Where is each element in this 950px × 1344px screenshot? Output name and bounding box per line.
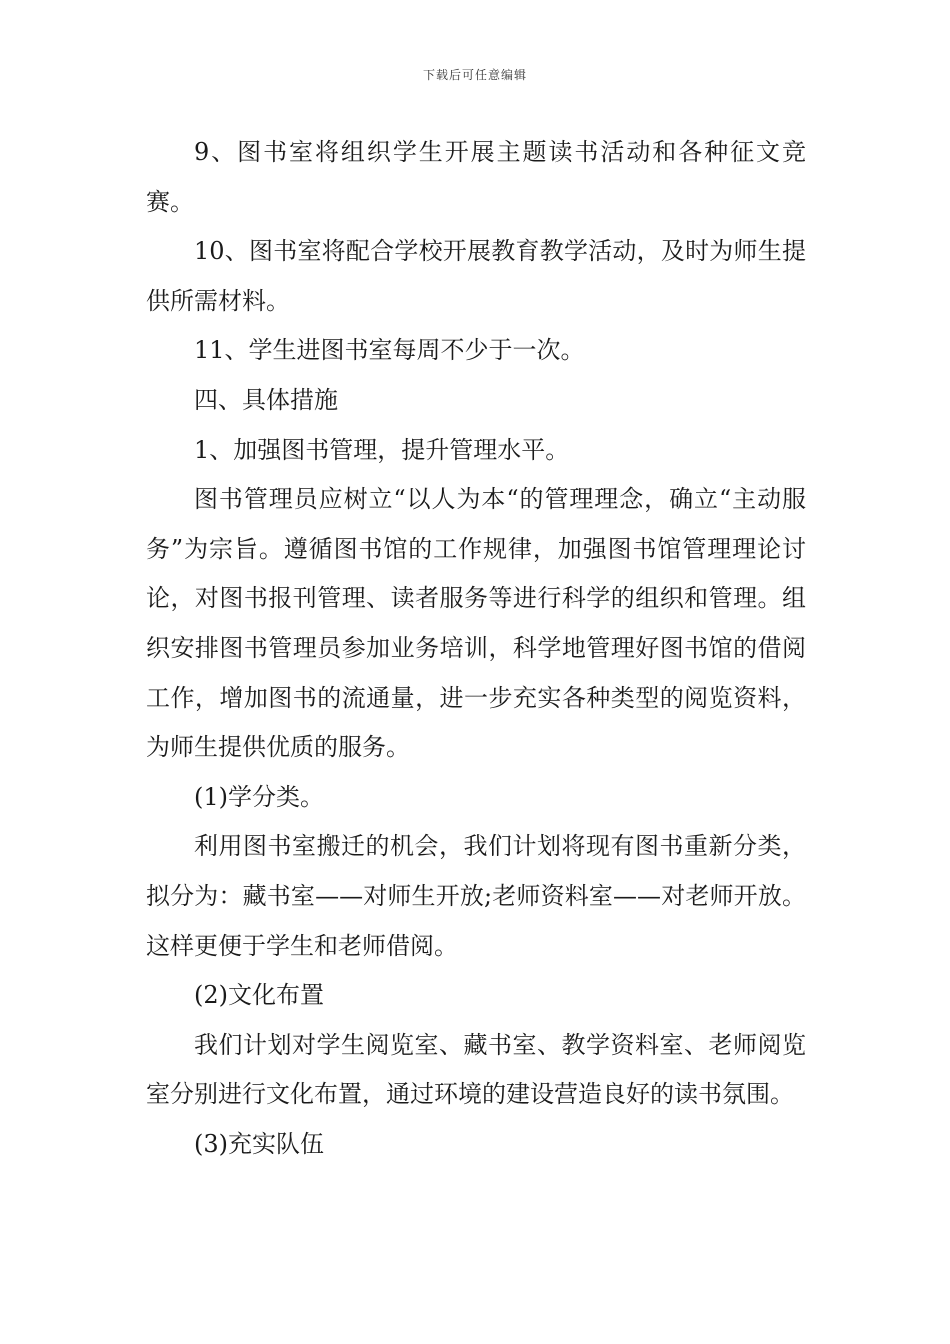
- subheading-culture-layout: (2)文化布置: [194, 981, 324, 1010]
- document-body: [146, 128, 806, 1169]
- paragraph-item-11: 11、学生进图书室每周不少于一次。: [194, 336, 585, 365]
- paragraph-item-10: 10、图书室将配合学校开展教育教学活动，及时为师生提供所需材料。: [146, 237, 806, 315]
- subheading-staffing: (3)充实队伍: [194, 1129, 324, 1158]
- paragraph-item-9: 9、图书室将组织学生开展主题读书活动和各种征文竞赛。: [146, 138, 806, 216]
- page-header-note: 下载后可任意编辑: [422, 68, 527, 82]
- subheading-classification: (1)学分类。: [194, 782, 324, 811]
- section-heading-measures: 四、具体措施: [194, 385, 338, 414]
- paragraph-culture-layout: 我们计划对学生阅览室、藏书室、教学资料室、老师阅览室分别进行文化布置，通过环境的建设营造良好的读书氛围。: [146, 1030, 806, 1109]
- paragraph-management-philosophy: 图书管理员应树立“以人为本“的管理理念，确立“主动服务”为宗旨。遵循图书馆的工作规律，加强图书馆管理理论讨论，对图书报刊管理、读者服务等进行科学的组织和管理。组织安排图书管理员参加业务培训，科学地管理好图书馆的借阅工作，增加图书的流通量，进一步充实各种类型的阅览资料，为师生提供优质的服务。: [146, 485, 806, 762]
- paragraph-classification: 利用图书室搬迁的机会，我们计划将现有图书重新分类，拟分为：藏书室——对师生开放;老师资料室——对老师开放。这样更便于学生和老师借阅。: [146, 832, 806, 960]
- subheading-library-management: 1、加强图书管理，提升管理水平。: [194, 435, 570, 464]
